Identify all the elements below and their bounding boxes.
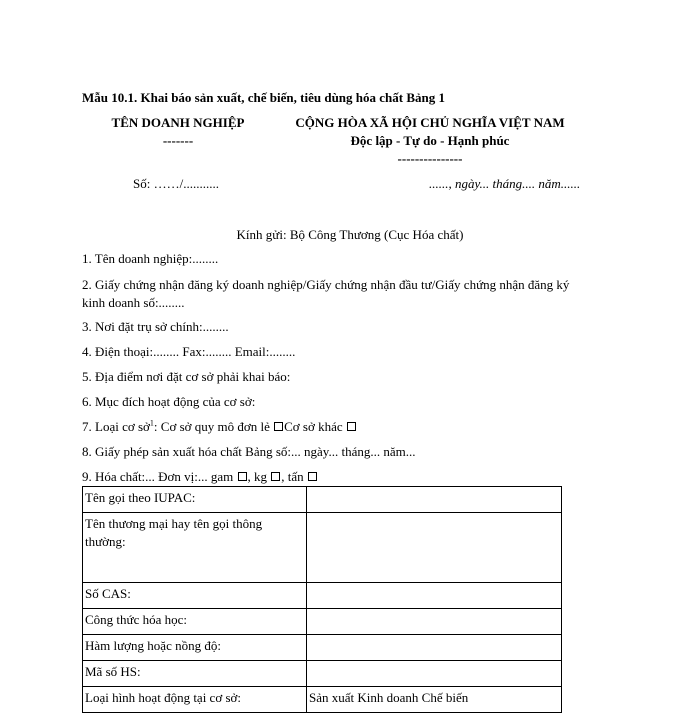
table-label-cell: Số CAS: bbox=[83, 583, 307, 609]
motto-dashes: --------------- bbox=[397, 151, 463, 166]
country-name: CỘNG HÒA XÃ HỘI CHỦ NGHĨA VIỆT NAM bbox=[295, 115, 565, 130]
item-certificate-line1: 2. Giấy chứng nhận đăng ký doanh nghiệp/Giấy chứng nhận đầu tư/Giấy chứng nhận đăng ký bbox=[82, 277, 570, 292]
item-purpose: 6. Mục đích hoạt động của cơ sở: bbox=[82, 394, 256, 409]
table-label-cell: Hàm lượng hoặc nồng độ: bbox=[83, 635, 307, 661]
table-label-cell: Mã số HS: bbox=[83, 661, 307, 687]
option-other-facility-label: Cơ sở khác bbox=[284, 419, 343, 434]
table-value-cell[interactable] bbox=[307, 513, 562, 583]
form-title: Mẫu 10.1. Khai báo sản xuất, chế biến, tiêu dùng hóa chất Bảng 1 bbox=[82, 90, 445, 105]
footnote-marker: 1 bbox=[149, 418, 154, 428]
company-dashes: ------- bbox=[162, 133, 194, 148]
table-value-cell[interactable] bbox=[307, 609, 562, 635]
table-label-cell: Tên thương mại hay tên gọi thông thường: bbox=[83, 513, 307, 583]
table-activity-options-cell[interactable]: Sản xuất Kinh doanh Chế biến bbox=[307, 687, 562, 713]
item-facility-location: 5. Địa điểm nơi đặt cơ sở phải khai báo: bbox=[82, 369, 291, 384]
table-label-cell: Loại hình hoạt động tại cơ sở: bbox=[83, 687, 307, 713]
table-value-cell[interactable] bbox=[307, 635, 562, 661]
company-name: TÊN DOANH NGHIỆP bbox=[111, 115, 245, 130]
unit-kg-checkbox[interactable] bbox=[271, 472, 280, 481]
table-label-cell: Tên gọi theo IUPAC: bbox=[83, 487, 307, 513]
item-certificate-line2: kinh doanh số:........ bbox=[82, 295, 185, 310]
table-row bbox=[83, 609, 562, 635]
other-facility-checkbox[interactable] bbox=[347, 422, 356, 431]
chemical-info-table bbox=[82, 486, 562, 713]
table-value-cell[interactable] bbox=[307, 583, 562, 609]
table-value-cell[interactable] bbox=[307, 487, 562, 513]
table-row bbox=[83, 583, 562, 609]
document-number: Số: ……/........... bbox=[133, 176, 219, 191]
unit-ton-label: , tấn bbox=[281, 469, 304, 484]
item-facility-type bbox=[82, 419, 357, 435]
single-facility-checkbox[interactable] bbox=[274, 422, 283, 431]
table-value-cell[interactable] bbox=[307, 661, 562, 687]
table-row bbox=[83, 635, 562, 661]
unit-gram-checkbox[interactable] bbox=[238, 472, 247, 481]
recipient: Kính gửi: Bộ Công Thương (Cục Hóa chất) bbox=[236, 227, 464, 242]
table-row bbox=[83, 661, 562, 687]
unit-kg-label: , kg bbox=[247, 469, 268, 484]
document-date: ......, ngày... tháng.... năm...... bbox=[429, 176, 581, 191]
table-row bbox=[83, 487, 562, 513]
table-row bbox=[83, 513, 562, 583]
motto: Độc lập - Tự do - Hạnh phúc bbox=[350, 133, 510, 148]
item-facility-type-label: 7. Loại cơ sở bbox=[82, 419, 150, 434]
item-production-license: 8. Giấy phép sản xuất hóa chất Bảng số:... ngày... tháng... năm... bbox=[82, 444, 416, 459]
item-head-office: 3. Nơi đặt trụ sở chính:........ bbox=[82, 319, 229, 334]
item-chemical-unit-label: 9. Hóa chất:... Đơn vị:... gam bbox=[82, 469, 234, 484]
item-chemical-unit bbox=[82, 469, 318, 485]
item-company-name: 1. Tên doanh nghiệp:........ bbox=[82, 251, 219, 266]
unit-ton-checkbox[interactable] bbox=[308, 472, 317, 481]
item-contact: 4. Điện thoại:........ Fax:........ Email:........ bbox=[82, 344, 296, 359]
option-single-facility-label: : Cơ sở quy mô đơn lẻ bbox=[153, 419, 270, 434]
table-label-cell: Công thức hóa học: bbox=[83, 609, 307, 635]
